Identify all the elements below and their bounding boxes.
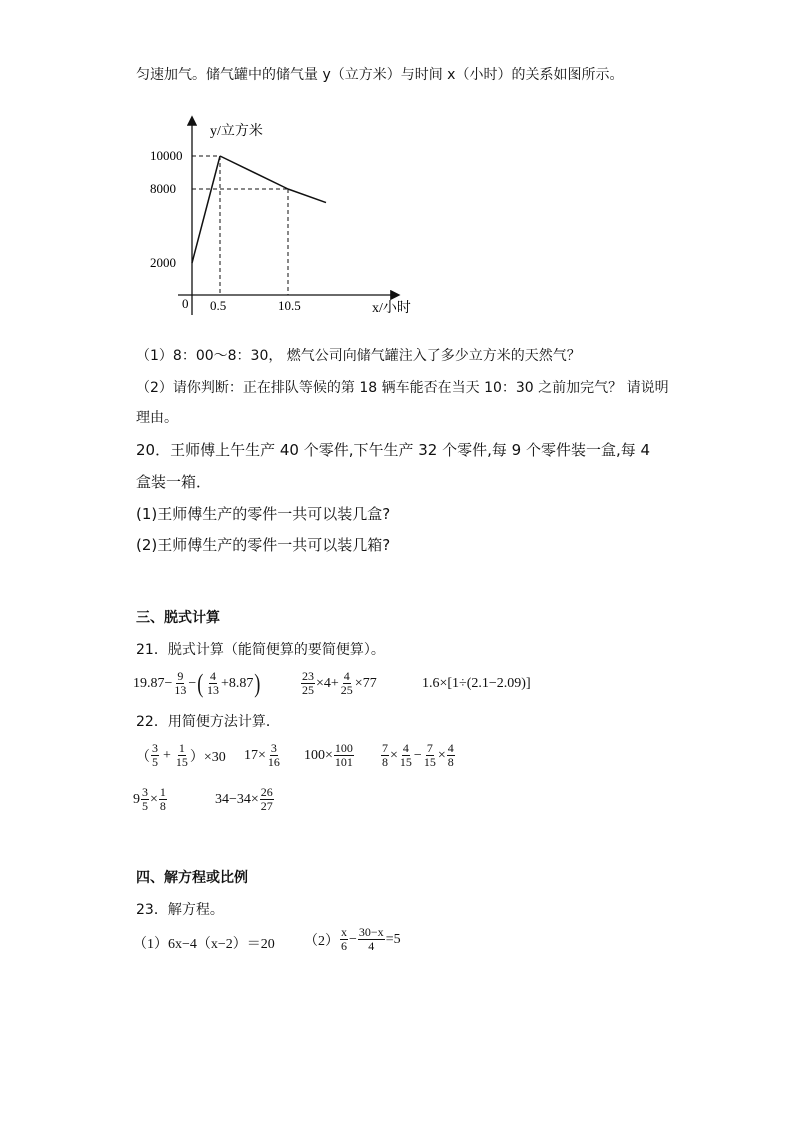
q23-eq2: （2） $\frac{x}{6}$ − $\frac{30-x}{4}$ =5 bbox=[304, 925, 401, 953]
fraction: $\frac{26}{27}$ bbox=[260, 785, 273, 813]
q22-expr1: （ $\frac{3}{5}$ + $\frac{1}{15}$ ）×30 bbox=[136, 741, 226, 769]
fraction: $\frac{3}{5}$ bbox=[152, 741, 158, 769]
section4-title: 四、解方程或比例 bbox=[136, 870, 248, 886]
series-line-segment bbox=[220, 156, 288, 189]
fraction: $\frac{30-x}{4}$ bbox=[358, 925, 384, 953]
q22-expr6: 34−34× $\frac{26}{27}$ bbox=[215, 785, 273, 813]
q22-expr2: 17× $\frac{3}{16}$ bbox=[244, 741, 280, 769]
q23-text: 23．解方程。 bbox=[136, 902, 224, 918]
fraction: $\frac{7}{8}$ bbox=[382, 741, 388, 769]
y-tick-label: 2000 bbox=[150, 255, 176, 270]
q19-part2: （2）请你判断：正在排队等候的第 18 辆车能否在当天 10：30 之前加完气？ 请说明 bbox=[136, 380, 669, 396]
q22-expr5: 9 $\frac{3}{5}$ × $\frac{1}{8}$ bbox=[133, 785, 166, 813]
fraction: $\frac{4}{13}$ bbox=[206, 669, 219, 697]
line-chart bbox=[140, 110, 420, 325]
fraction: $\frac{x}{6}$ bbox=[341, 925, 347, 953]
q20-text: 20．王师傅上午生产 40 个零件,下午生产 32 个零件,每 9 个零件装一盒,每 4 bbox=[136, 441, 651, 459]
q23-eq1: （1）6x−4（x−2）＝20 bbox=[133, 937, 275, 952]
q20-sub1: (1)王师傅生产的零件一共可以装几盒? bbox=[136, 505, 391, 523]
q22-expr3: 100× $\frac{100}{101}$ bbox=[304, 741, 353, 769]
fraction: $\frac{100}{101}$ bbox=[334, 741, 353, 769]
x-tick-label: 10.5 bbox=[278, 298, 301, 313]
fraction: $\frac{1}{8}$ bbox=[159, 785, 166, 813]
section3-title: 三、脱式计算 bbox=[136, 610, 220, 626]
q19-part1: （1）8：00～8：30， 燃气公司向储气罐注入了多少立方米的天然气？ bbox=[136, 348, 581, 364]
intro-text: 匀速加气。储气罐中的储气量 y（立方米）与时间 x（小时）的关系如图所示。 bbox=[136, 67, 624, 83]
q21-expr2: $\frac{23}{25}$ ×4+ $\frac{4}{25}$ ×77 bbox=[302, 669, 377, 697]
origin-label: 0 bbox=[182, 296, 189, 311]
fraction: $\frac{9}{13}$ bbox=[174, 669, 187, 697]
q20-text-cont: 盒装一箱． bbox=[136, 473, 212, 491]
fraction: $\frac{1}{15}$ bbox=[175, 741, 188, 769]
series-line-segment bbox=[288, 189, 326, 203]
x-axis-label: x/小时 bbox=[372, 301, 411, 316]
q21-expr3: 1.6×[1÷(2.1−2.09)] bbox=[422, 676, 531, 691]
fraction: $\frac{23}{25}$ bbox=[302, 669, 314, 697]
y-tick-label: 8000 bbox=[150, 181, 176, 196]
fraction: $\frac{7}{15}$ bbox=[423, 741, 436, 769]
y-axis-label: y/立方米 bbox=[210, 124, 263, 139]
fraction: $\frac{4}{25}$ bbox=[340, 669, 353, 697]
q21-expr1: 19.87− $\frac{9}{13}$ − ( $\frac{4}{13}$ +8.87 ) bbox=[133, 668, 261, 698]
fraction: $\frac{3}{5}$ bbox=[142, 785, 148, 813]
q22-expr4: $\frac{7}{8}$ × $\frac{4}{15}$ − $\frac{7}{15}$ × $\frac{4}{8}$ bbox=[382, 741, 454, 769]
q21-text: 21．脱式计算（能简便算的要简便算）。 bbox=[136, 642, 385, 658]
y-tick-label: 10000 bbox=[150, 148, 183, 163]
q20-sub2: (2)王师傅生产的零件一共可以装几箱? bbox=[136, 536, 391, 554]
q22-text: 22．用简便方法计算． bbox=[136, 714, 280, 730]
fraction: $\frac{4}{15}$ bbox=[399, 741, 412, 769]
series-line-segment bbox=[192, 156, 220, 263]
fraction: $\frac{3}{16}$ bbox=[267, 741, 280, 769]
x-tick-label: 0.5 bbox=[210, 298, 227, 313]
fraction: $\frac{4}{8}$ bbox=[447, 741, 454, 769]
q19-part2-cont: 理由。 bbox=[136, 410, 178, 426]
